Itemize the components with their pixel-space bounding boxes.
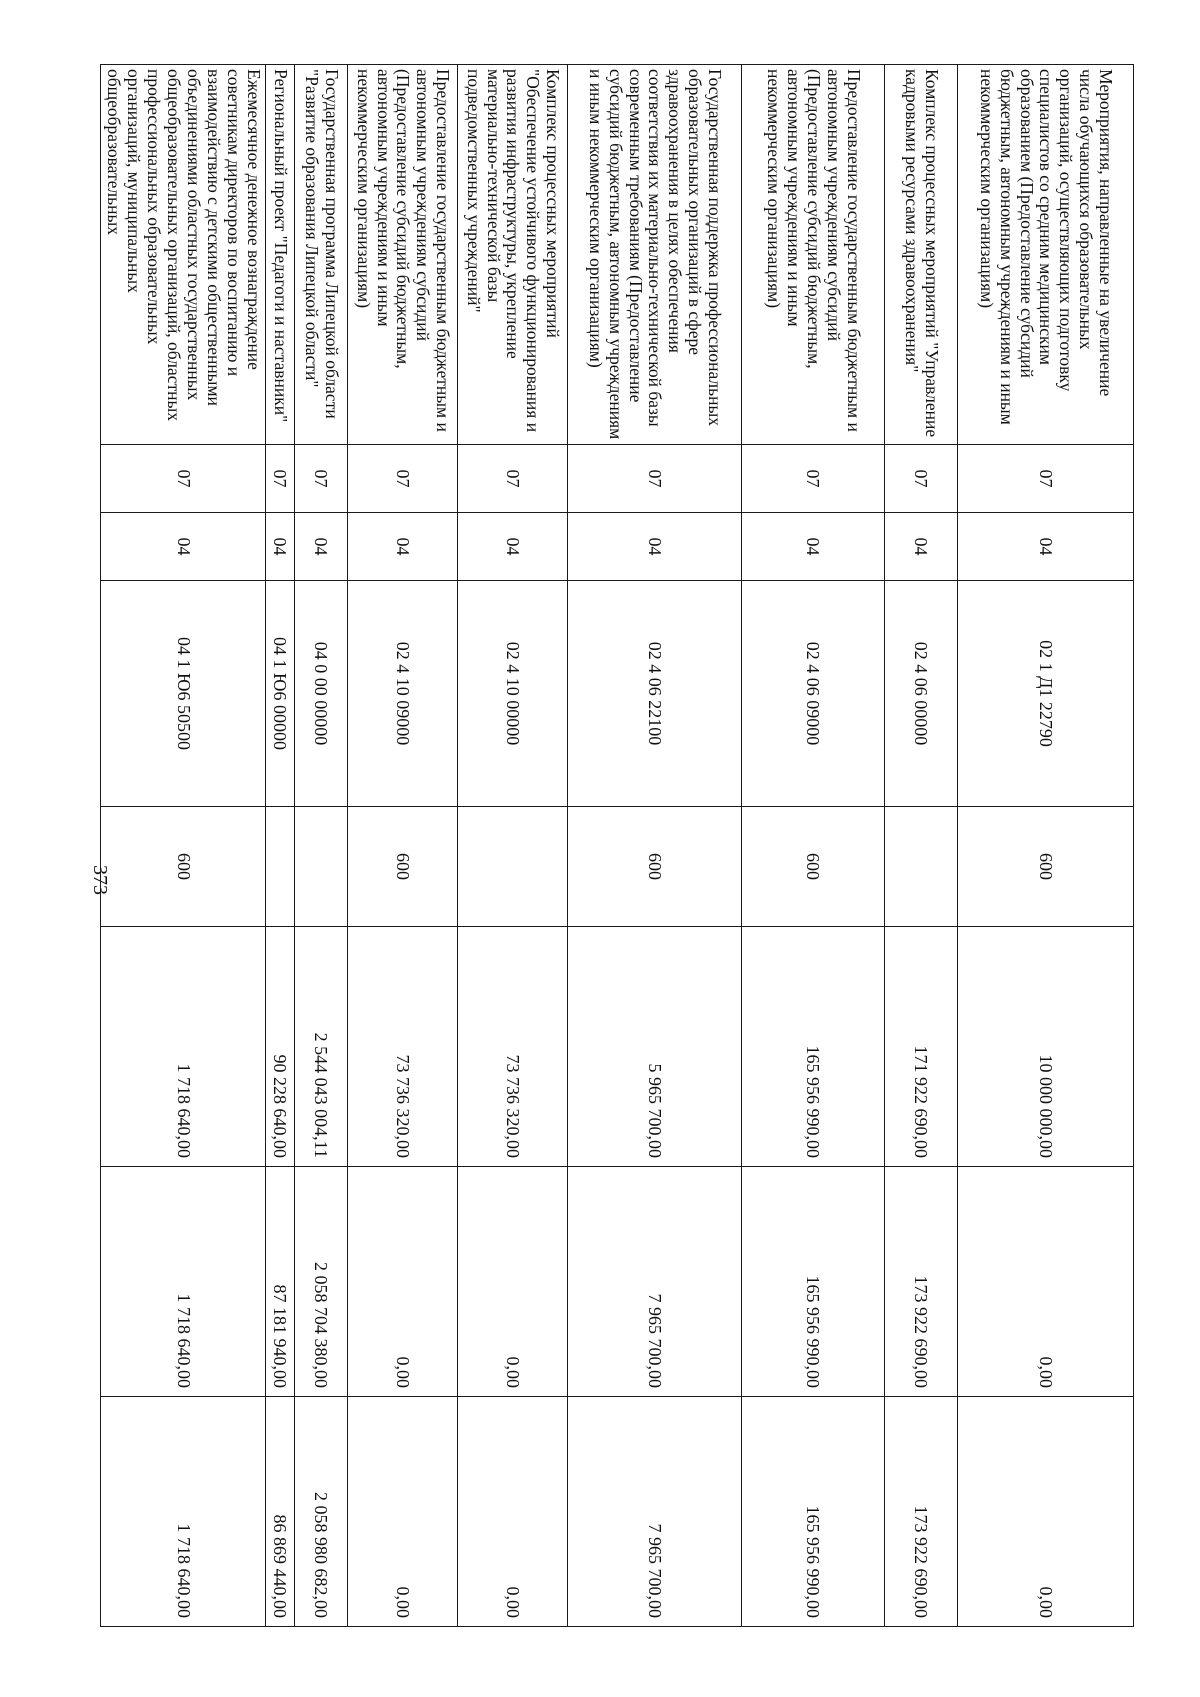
sum-column-3: 7 965 700,00 xyxy=(568,1397,742,1627)
subsection-code: 04 xyxy=(348,513,458,581)
expense-type: 600 xyxy=(568,807,742,927)
table-row xyxy=(266,65,295,1627)
sum-column-2: 1 718 640,00 xyxy=(101,1167,266,1397)
row-name: Ежемесячное денежное вознаграждение советникам директоров по воспитанию и взаимодействию с детскими общественными объединениями областных государственных общеобразовательных организаций, областных профессиональных образовательных организаций, муниципальных общеобразовательных xyxy=(101,65,266,445)
expense-type xyxy=(458,807,568,927)
table-row xyxy=(348,65,458,1627)
sum-column-2: 0,00 xyxy=(958,1167,1134,1397)
target-article: 02 4 06 09000 xyxy=(742,581,885,807)
section-code: 07 xyxy=(958,445,1134,513)
subsection-code: 04 xyxy=(885,513,958,581)
target-article: 02 4 10 09000 xyxy=(348,581,458,807)
sum-column-1: 5 965 700,00 xyxy=(568,927,742,1167)
sum-column-1: 90 228 640,00 xyxy=(266,927,295,1167)
expense-type: 600 xyxy=(742,807,885,927)
sum-column-3: 86 869 440,00 xyxy=(266,1397,295,1627)
target-article: 04 0 00 00000 xyxy=(295,581,348,807)
subsection-code: 04 xyxy=(266,513,295,581)
subsection-code: 04 xyxy=(101,513,266,581)
sum-column-2: 87 181 940,00 xyxy=(266,1167,295,1397)
subsection-code: 04 xyxy=(458,513,568,581)
table-row xyxy=(295,65,348,1627)
table-row xyxy=(568,65,742,1627)
expense-type xyxy=(295,807,348,927)
target-article: 02 1 Д1 22790 xyxy=(958,581,1134,807)
target-article: 02 4 06 00000 xyxy=(885,581,958,807)
expense-type xyxy=(266,807,295,927)
subsection-code: 04 xyxy=(742,513,885,581)
sum-column-2: 0,00 xyxy=(458,1167,568,1397)
row-name: Предоставление государственным бюджетным и автономным учреждениям субсидий (Предоставление субсидий бюджетным, автономным учреждениям и иным некоммерческим организациям) xyxy=(348,65,458,445)
sum-column-1: 1 718 640,00 xyxy=(101,927,266,1167)
sum-column-1: 171 922 690,00 xyxy=(885,927,958,1167)
subsection-code: 04 xyxy=(295,513,348,581)
target-article: 02 4 10 00000 xyxy=(458,581,568,807)
section-code: 07 xyxy=(885,445,958,513)
target-article: 04 1 Ю6 00000 xyxy=(266,581,295,807)
sum-column-1: 73 736 320,00 xyxy=(458,927,568,1167)
subsection-code: 04 xyxy=(568,513,742,581)
sum-column-1: 2 544 043 004,11 xyxy=(295,927,348,1167)
row-name: Государственная программа Липецкой области "Развитие образования Липецкой области" xyxy=(295,65,348,445)
target-article: 04 1 Ю6 50500 xyxy=(101,581,266,807)
section-code: 07 xyxy=(742,445,885,513)
section-code: 07 xyxy=(101,445,266,513)
expense-type: 600 xyxy=(348,807,458,927)
sum-column-3: 1 718 640,00 xyxy=(101,1397,266,1627)
target-article: 02 4 06 22100 xyxy=(568,581,742,807)
page-number: 373 xyxy=(89,865,111,895)
expense-type xyxy=(885,807,958,927)
sum-column-3: 0,00 xyxy=(958,1397,1134,1627)
table-row xyxy=(742,65,885,1627)
sum-column-3: 165 956 990,00 xyxy=(742,1397,885,1627)
section-code: 07 xyxy=(266,445,295,513)
subsection-code: 04 xyxy=(958,513,1134,581)
row-name: Государственная поддержка профессиональных образовательных организаций в сфере здравоохранения в целях обеспечения соответствия их материально-технической базы современным требованиям (Предоставление субсидий бюджетным, автономным учреждениям и иным некоммерческим организациям) xyxy=(568,65,742,445)
expense-type: 600 xyxy=(101,807,266,927)
sum-column-2: 165 956 990,00 xyxy=(742,1167,885,1397)
sum-column-1: 73 736 320,00 xyxy=(348,927,458,1167)
sum-column-3: 173 922 690,00 xyxy=(885,1397,958,1627)
sum-column-2: 2 058 704 380,00 xyxy=(295,1167,348,1397)
table-row xyxy=(885,65,958,1627)
document-page xyxy=(104,64,1134,1626)
table-row xyxy=(958,65,1134,1627)
sum-column-1: 165 956 990,00 xyxy=(742,927,885,1167)
row-name: Предоставление государственным бюджетным и автономным учреждениям субсидий (Предоставление субсидий бюджетным, автономным учреждениям и иным некоммерческим организациям) xyxy=(742,65,885,445)
section-code: 07 xyxy=(458,445,568,513)
section-code: 07 xyxy=(568,445,742,513)
sum-column-1: 10 000 000,00 xyxy=(958,927,1134,1167)
table-row xyxy=(458,65,568,1627)
section-code: 07 xyxy=(295,445,348,513)
section-code: 07 xyxy=(348,445,458,513)
sum-column-3: 0,00 xyxy=(458,1397,568,1627)
sum-column-2: 7 965 700,00 xyxy=(568,1167,742,1397)
expense-type: 600 xyxy=(958,807,1134,927)
row-name: Комплекс процессных мероприятий "Управление кадровыми ресурсами здравоохранения" xyxy=(885,65,958,445)
row-name: Мероприятия, направленные на увеличение числа обучающихся образовательных организаций, осуществляющих подготовку специалистов со средним медицинским образованием (Предоставление субсидий бюджетным, автономным учреждениям и иным некоммерческим организациям) xyxy=(958,65,1134,445)
budget-table xyxy=(101,64,1135,1627)
sum-column-2: 0,00 xyxy=(348,1167,458,1397)
sum-column-3: 0,00 xyxy=(348,1397,458,1627)
sum-column-3: 2 058 980 682,00 xyxy=(295,1397,348,1627)
row-name: Региональный проект "Педагоги и наставники" xyxy=(266,65,295,445)
table-row xyxy=(101,65,266,1627)
sum-column-2: 173 922 690,00 xyxy=(885,1167,958,1397)
row-name: Комплекс процессных мероприятий "Обеспечение устойчивого функционирования и развития инфраструктуры, укрепление материально-технической базы подведомственных учреждений" xyxy=(458,65,568,445)
rotated-content xyxy=(104,64,1134,1626)
